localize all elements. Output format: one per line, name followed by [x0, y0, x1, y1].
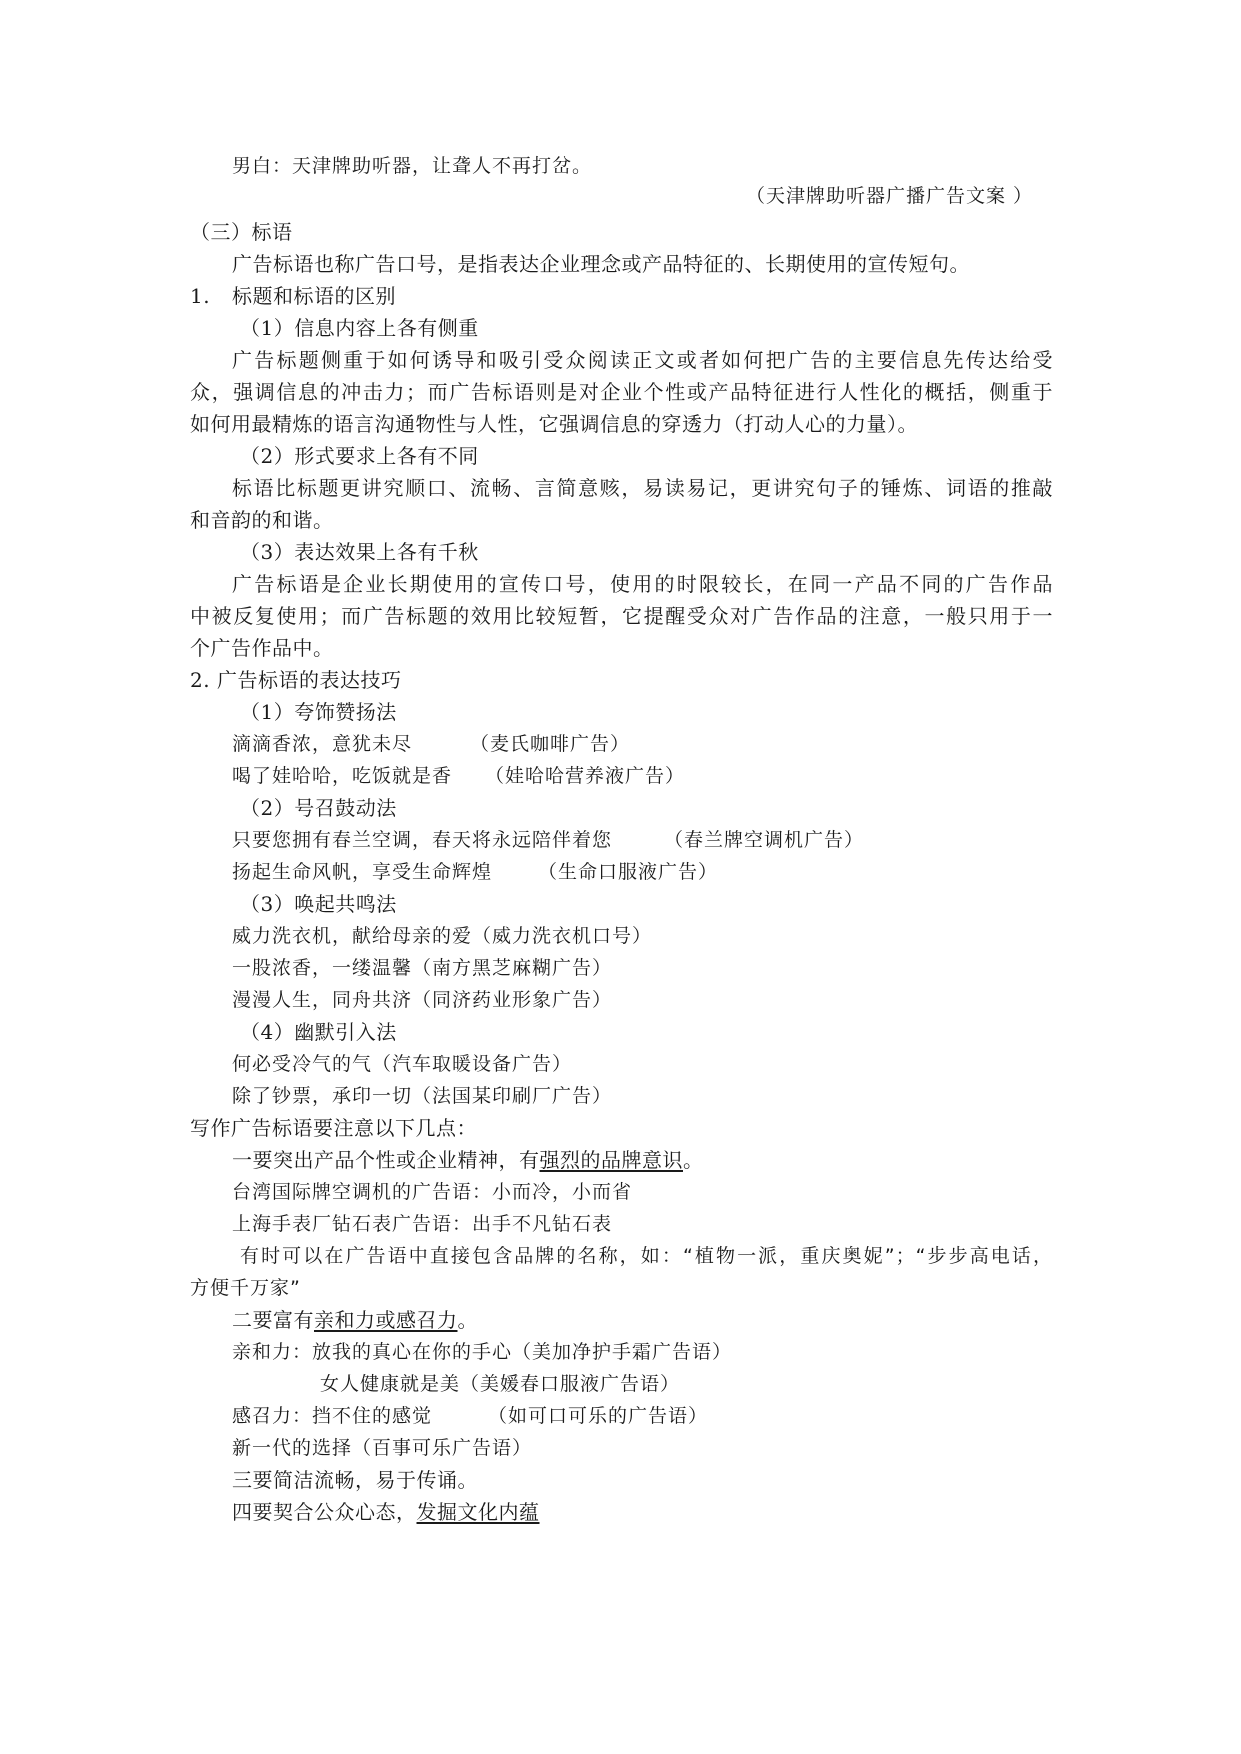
tip-emphasis: 亲和力或感召力 — [314, 1308, 458, 1332]
example-line: 亲和力：放我的真心在你的手心（美加净护手霜广告语） — [232, 1341, 733, 1363]
paragraph-line: 广告标语是企业长期使用的宣传口号，使用的时限较长，在同一产品不同的广告作品 — [232, 572, 1053, 596]
example-line: 漫漫人生，同舟共济（同济药业形象广告） — [232, 989, 613, 1011]
tip-punct: 。 — [457, 1308, 478, 1332]
paragraph-line: 标语比标题更讲究顺口、流畅、言简意赅，易读易记，更讲究句子的锤炼、词语的推敲 — [232, 476, 1053, 500]
tip-line — [232, 1306, 478, 1334]
ad-copy-closing-line: 男白：天津牌助听器，让聋人不再打岔。 — [232, 155, 593, 177]
writing-tips-heading: 写作广告标语要注意以下几点： — [190, 1116, 477, 1140]
example-source: （春兰牌空调机广告） — [664, 829, 865, 851]
technique-heading: （3）唤起共鸣法 — [240, 892, 397, 916]
paragraph-line: 中被反复使用；而广告标题的效用比较短暂，它提醒受众对广告作品的注意，一般只用于一 — [190, 604, 1053, 628]
example-line: 何必受冷气的气（汽车取暖设备广告） — [232, 1053, 573, 1075]
tip-line — [232, 1146, 704, 1174]
tip-emphasis: 强烈的品牌意识 — [539, 1148, 683, 1172]
point-heading: （2）形式要求上各有不同 — [240, 444, 479, 468]
example-source: （娃哈哈营养液广告） — [485, 765, 686, 787]
tip-line: 三要简洁流畅，易于传诵。 — [232, 1468, 478, 1492]
example-line: 方便千万家” — [190, 1277, 301, 1299]
ad-copy-source: （天津牌助听器广播广告文案 ） — [746, 185, 1034, 207]
technique-heading: （4）幽默引入法 — [240, 1020, 397, 1044]
example-line: 女人健康就是美（美媛春口服液广告语） — [320, 1373, 681, 1395]
tip-text: 四要契合公众心态， — [232, 1500, 417, 1524]
subsection-heading-1: 标题和标语的区别 — [232, 284, 396, 308]
subsection-number-1: 1. — [190, 284, 211, 308]
section-heading-slogan: （三）标语 — [190, 220, 293, 244]
example-line: 感召力：挡不住的感觉 — [232, 1405, 433, 1427]
example-line: 上海手表厂钻石表广告语：出手不凡钻石表 — [232, 1213, 613, 1235]
tip-punct: 。 — [683, 1148, 704, 1172]
example-slogan: 滴滴香浓，意犹未尽 — [232, 733, 413, 755]
example-slogan: 只要您拥有春兰空调，春天将永远陪伴着您 — [232, 829, 613, 851]
example-source: （如可口可乐的广告语） — [488, 1405, 709, 1427]
technique-heading: （1）夸饰赞扬法 — [240, 700, 397, 724]
technique-heading: （2）号召鼓动法 — [240, 796, 397, 820]
paragraph-line: 个广告作品中。 — [190, 636, 334, 660]
tip-text: 二要富有 — [232, 1308, 314, 1332]
example-source: （麦氏咖啡广告） — [470, 733, 631, 755]
point-heading: （1）信息内容上各有侧重 — [240, 316, 479, 340]
example-line: 威力洗衣机，献给母亲的爱（威力洗衣机口号） — [232, 925, 653, 947]
tip-line — [232, 1498, 540, 1526]
example-line: 台湾国际牌空调机的广告语：小而冷，小而省 — [232, 1181, 633, 1203]
example-line: 除了钞票，承印一切（法国某印刷厂广告） — [232, 1085, 613, 1107]
tip-emphasis: 发掘文化内蕴 — [416, 1500, 540, 1524]
example-source: （生命口服液广告） — [538, 861, 719, 883]
slogan-definition: 广告标语也称广告口号，是指表达企业理念或产品特征的、长期使用的宣传短句。 — [232, 252, 970, 276]
tip-text: 一要突出产品个性或企业精神，有 — [232, 1148, 540, 1172]
point-heading: （3）表达效果上各有千秋 — [240, 540, 479, 564]
paragraph-line: 如何用最精炼的语言沟通物性与人性，它强调信息的穿透力（打动人心的力量）。 — [190, 412, 918, 436]
example-line: 有时可以在广告语中直接包含品牌的名称，如：“植物一派，重庆奥妮”；“步步高电话， — [240, 1245, 1053, 1267]
example-slogan: 喝了娃哈哈，吃饭就是香 — [232, 765, 453, 787]
paragraph-line: 广告标题侧重于如何诱导和吸引受众阅读正文或者如何把广告的主要信息先传达给受 — [232, 348, 1053, 372]
example-slogan: 扬起生命风帆，享受生命辉煌 — [232, 861, 493, 883]
example-line: 一股浓香，一缕温馨（南方黑芝麻糊广告） — [232, 957, 613, 979]
subsection-heading-2: 2. 广告标语的表达技巧 — [190, 668, 402, 692]
paragraph-line: 众，强调信息的冲击力；而广告标语则是对企业个性或产品特征进行人性化的概括，侧重于 — [190, 380, 1053, 404]
example-line: 新一代的选择（百事可乐广告语） — [232, 1437, 533, 1459]
paragraph-line: 和音韵的和谐。 — [190, 508, 334, 532]
